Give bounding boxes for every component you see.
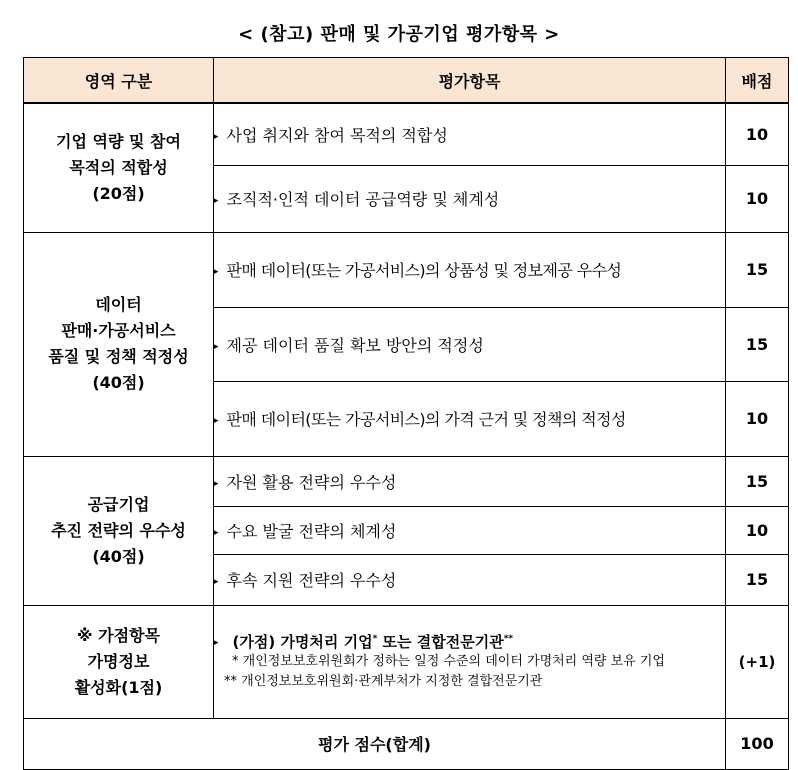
item-cell bbox=[214, 103, 726, 165]
score-cell: 15 bbox=[726, 232, 789, 307]
item-cell bbox=[214, 232, 726, 307]
area-line: 추진 전략의 우수성 bbox=[51, 520, 186, 540]
item-cell bbox=[214, 307, 726, 381]
bonus-title bbox=[214, 631, 719, 652]
triangle-right-icon: ▸ bbox=[214, 416, 219, 426]
item-text: 수요 발굴 전략의 체계성 bbox=[226, 521, 397, 541]
area-cell bbox=[24, 232, 214, 456]
item-cell bbox=[214, 456, 726, 506]
page-title: < (참고) 판매 및 가공기업 평가항목 > bbox=[238, 24, 560, 45]
item-text: 자원 활용 전략의 우수성 bbox=[226, 472, 397, 492]
item-text: 조직적·인적 데이터 공급역량 및 체계성 bbox=[226, 190, 500, 209]
item-text: 제공 데이터 품질 확보 방안의 적정성 bbox=[226, 335, 484, 355]
bonus-title-text: (가점) 가명처리 기업 bbox=[232, 633, 373, 651]
area-cell bbox=[24, 103, 214, 232]
table-row bbox=[24, 232, 789, 307]
score-cell: 10 bbox=[726, 103, 789, 165]
bonus-item-cell bbox=[214, 605, 726, 718]
total-row bbox=[24, 718, 789, 769]
triangle-right-icon: ▸ bbox=[214, 341, 219, 352]
table-row bbox=[24, 605, 789, 718]
item-cell bbox=[214, 381, 726, 456]
area-cell bbox=[24, 456, 214, 605]
score-cell: 15 bbox=[726, 554, 789, 605]
bonus-note: * 개인정보보호위원회가 정하는 일정 수준의 데이터 가명처리 역량 보유 기업 bbox=[232, 654, 665, 669]
item-cell bbox=[214, 165, 726, 232]
score-cell: 15 bbox=[726, 307, 789, 381]
triangle-right-icon: ▸ bbox=[214, 638, 219, 648]
header-score: 배점 bbox=[726, 58, 789, 104]
item-text: 사업 취지와 참여 목적의 적합성 bbox=[226, 125, 448, 145]
triangle-right-icon: ▸ bbox=[214, 577, 219, 587]
area-line: (40점) bbox=[92, 373, 145, 392]
area-line: 가명정보 bbox=[87, 651, 150, 671]
triangle-right-icon: ▸ bbox=[214, 478, 219, 489]
area-line: 판매·가공서비스 bbox=[61, 321, 176, 340]
bonus-title-sup: ** bbox=[503, 634, 514, 644]
score-cell: 10 bbox=[726, 165, 789, 232]
bonus-title-sup: * bbox=[372, 634, 378, 644]
table-header-row bbox=[24, 58, 789, 104]
item-text: 판매 데이터(또는 가공서비스)의 가격 근거 및 정책의 적정성 bbox=[226, 410, 626, 429]
total-label: 평가 점수(합계) bbox=[24, 718, 726, 769]
bonus-title-text: 또는 결합전문기관 bbox=[377, 633, 504, 651]
triangle-right-icon: ▸ bbox=[214, 131, 219, 142]
item-text: 후속 지원 전략의 우수성 bbox=[226, 571, 397, 590]
area-line: 품질 및 정책 적정성 bbox=[48, 347, 189, 366]
area-line: (40점) bbox=[92, 546, 145, 566]
score-cell: 15 bbox=[726, 456, 789, 506]
bonus-area-cell bbox=[24, 605, 214, 718]
area-line: 공급기업 bbox=[87, 494, 150, 514]
table-row bbox=[24, 456, 789, 506]
triangle-right-icon: ▸ bbox=[214, 527, 219, 538]
area-line: 기업 역량 및 참여 bbox=[56, 131, 181, 151]
area-line: ※ 가점항목 bbox=[77, 625, 160, 645]
area-line: (20점) bbox=[92, 183, 145, 203]
score-cell: 10 bbox=[726, 381, 789, 456]
area-line: 데이터 bbox=[95, 295, 142, 314]
total-score: 100 bbox=[726, 718, 789, 769]
triangle-right-icon: ▸ bbox=[214, 196, 219, 206]
bonus-note: ** 개인정보보호위원회·관계부처가 지정한 결합전문기관 bbox=[224, 674, 543, 689]
item-text: 판매 데이터(또는 가공서비스)의 상품성 및 정보제공 우수성 bbox=[226, 261, 622, 280]
score-cell: 10 bbox=[726, 506, 789, 554]
table-row bbox=[24, 103, 789, 165]
item-cell bbox=[214, 506, 726, 554]
header-area: 영역 구분 bbox=[24, 58, 214, 104]
triangle-right-icon: ▸ bbox=[214, 267, 219, 277]
evaluation-table bbox=[23, 57, 789, 770]
item-cell bbox=[214, 554, 726, 605]
area-line: 목적의 적합성 bbox=[69, 157, 168, 177]
area-line: 활성화(1점) bbox=[74, 677, 163, 697]
header-item: 평가항목 bbox=[214, 58, 726, 104]
bonus-score-cell: (+1) bbox=[726, 605, 789, 718]
